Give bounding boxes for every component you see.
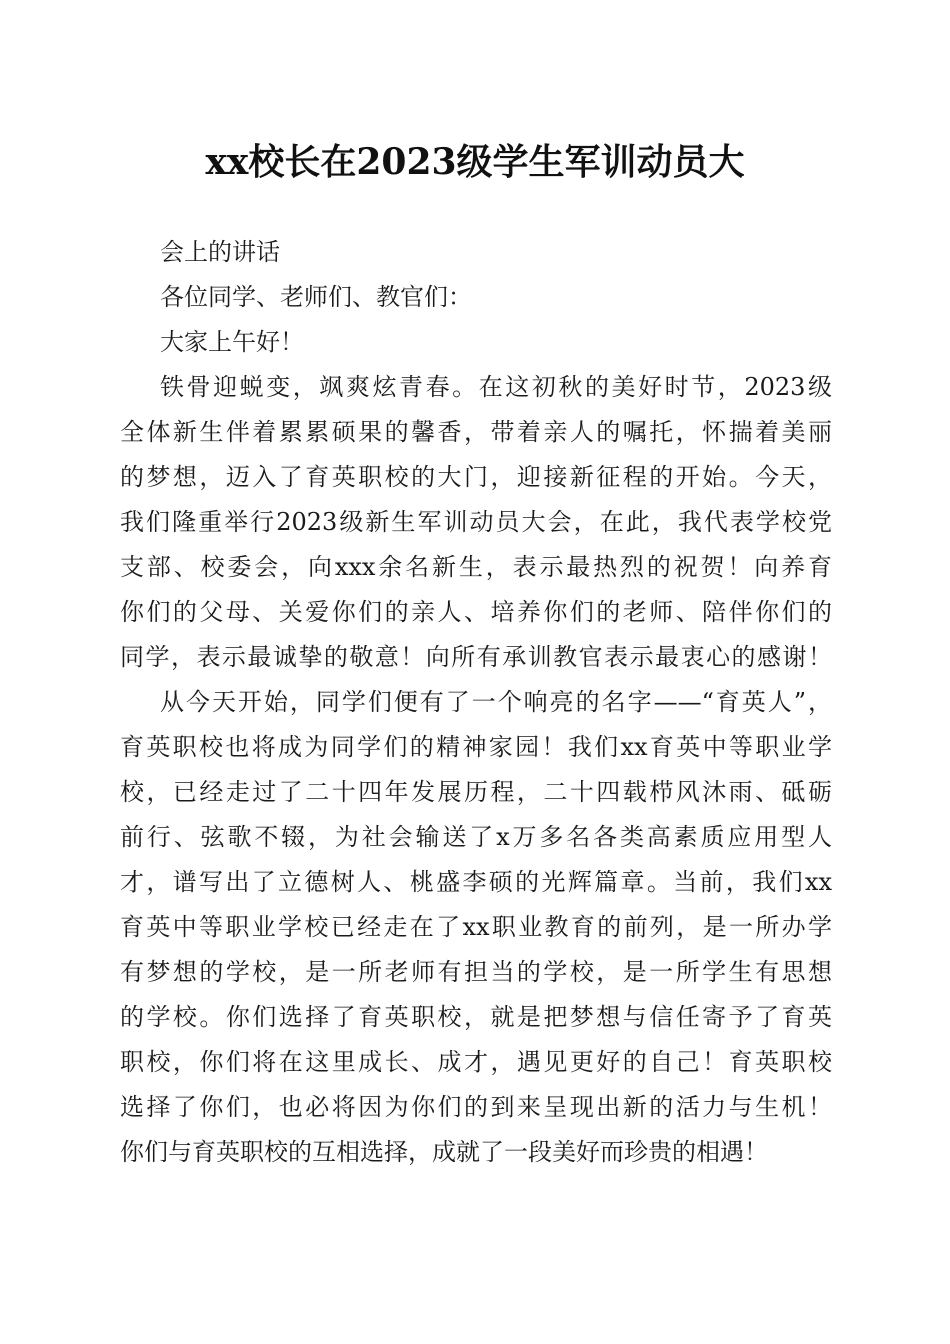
document-body	[120, 230, 832, 1175]
text-line: 前行、弦歌不辍，为社会输送了x万多名各类高素质应用型人	[120, 823, 832, 851]
text-line: 支部、校委会，向xxx余名新生，表示最热烈的祝贺！向养育	[120, 553, 832, 581]
text-line: 选择了你们，也必将因为你们的到来呈现出新的活力与生机！	[120, 1093, 832, 1121]
text-line: 校，已经走过了二十四年发展历程，二十四载栉风沐雨、砥砺	[120, 778, 832, 806]
text-line: 育英中等职业学校已经走在了xx职业教育的前列，是一所办学	[120, 913, 832, 941]
text-line: 同学，表示最诚挚的敬意！向所有承训教官表示最衷心的感谢！	[120, 643, 832, 671]
text-line: 全体新生伴着累累硕果的馨香，带着亲人的嘱托，怀揣着美丽	[120, 418, 832, 446]
text-line: 育英职校也将成为同学们的精神家园！我们xx育英中等职业学	[120, 733, 832, 761]
text-line: 你们与育英职校的互相选择，成就了一段美好而珍贵的相遇！	[120, 1138, 768, 1166]
document-title: xx校长在2023级学生军训动员大	[205, 141, 745, 183]
text-line: 从今天开始，同学们便有了一个响亮的名字——“育英人”，	[160, 688, 832, 716]
text-line: 会上的讲话	[160, 238, 280, 266]
text-line: 大家上午好！	[160, 328, 304, 356]
text-line: 才，谱写出了立德树人、桃盛李硕的光辉篇章。当前，我们xx	[120, 868, 832, 896]
text-line: 你们的父母、关爱你们的亲人、培养你们的老师、陪伴你们的	[120, 598, 832, 626]
text-line: 我们隆重举行2023级新生军训动员大会，在此，我代表学校党	[120, 508, 832, 536]
text-line: 的学校。你们选择了育英职校，就是把梦想与信任寄予了育英	[120, 1003, 832, 1031]
text-line: 铁骨迎蜕变，飒爽炫青春。在这初秋的美好时节，2023级	[160, 373, 832, 401]
text-line: 的梦想，迈入了育英职校的大门，迎接新征程的开始。今天，	[120, 463, 832, 491]
text-line: 各位同学、老师们、教官们：	[160, 283, 472, 311]
text-line: 职校，你们将在这里成长、成才，遇见更好的自己！育英职校	[120, 1048, 832, 1076]
text-line: 有梦想的学校，是一所老师有担当的学校，是一所学生有思想	[120, 958, 832, 986]
